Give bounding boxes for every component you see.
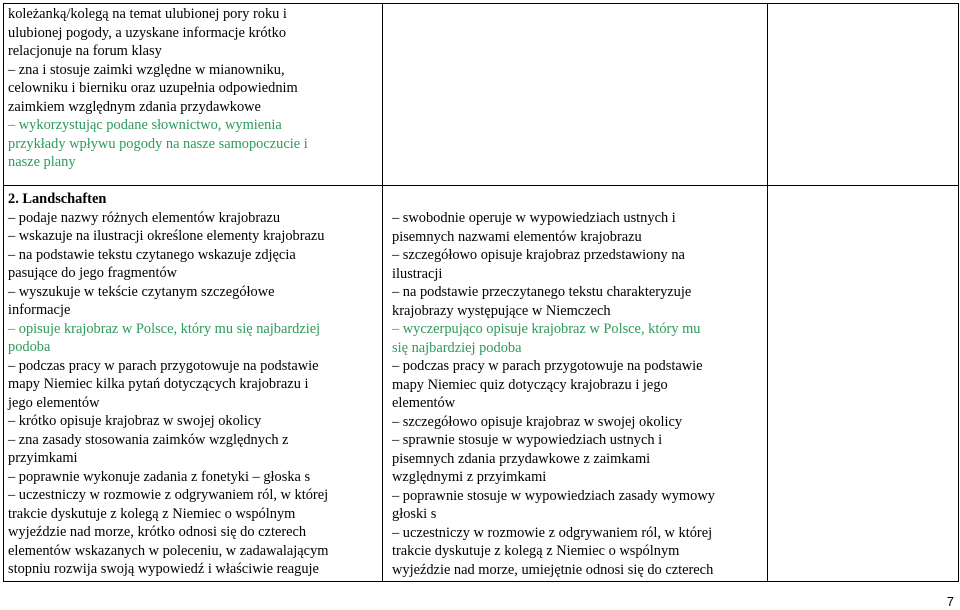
text-line: trakcie dyskutuje z kolegą z Niemiec o wspólnym — [8, 505, 296, 522]
text-line: ilustracji — [392, 265, 443, 282]
requirements-list-basic — [8, 209, 380, 579]
text-line: – na podstawie tekstu czytanego wskazuje zdjęcia — [8, 246, 296, 263]
text-line: – sprawnie stosuje w wypowiedziach ustnych i — [392, 432, 663, 448]
text-line: nasze plany — [8, 154, 76, 170]
page-number: 7 — [946, 594, 954, 609]
text-line: – szczegółowo opisuje krajobraz w swojej okolicy — [392, 413, 683, 430]
text-line: pasujące do jego fragmentów — [8, 265, 178, 281]
text-line: – podczas pracy w parach przygotowuje na podstawie — [392, 358, 703, 374]
text-line: – uczestniczy w rozmowie z odgrywaniem ról, w której — [8, 487, 329, 503]
bottom-row-column-2 — [392, 209, 765, 579]
text-line: stopniu rozwija swoją wypowiedź i właściwie reaguje — [8, 561, 319, 577]
text-line: elementów — [392, 395, 456, 411]
text-line: – wskazuje na ilustracji określone elementy krajobrazu — [8, 228, 325, 244]
text-line: wyjeździe nad morze, umiejętnie odnosi się do czterech — [392, 561, 714, 578]
table-border-top — [3, 3, 959, 4]
text-line: koleżanką/kolegą na temat ulubionej pory roku i — [8, 6, 287, 22]
text-line: mapy Niemiec kilka pytań dotyczących krajobrazu i — [8, 376, 309, 392]
text-line: krajobrazy występujące w Niemczech — [392, 302, 611, 319]
text-line: – podaje nazwy różnych elementów krajobrazu — [8, 209, 281, 226]
text-line: głoski s — [392, 506, 437, 522]
text-line: – szczegółowo opisuje krajobraz przedstawiony na — [392, 247, 685, 263]
text-line: – podczas pracy w parach przygotowuje na podstawie — [8, 357, 319, 374]
text-line: pisemnych nazwami elementów krajobrazu — [392, 228, 642, 245]
text-line: – wyczerpująco opisuje krajobraz w Polsce, który mu — [392, 321, 701, 337]
text-line: względnymi z przyimkami — [392, 469, 547, 485]
top-row-column-1 — [8, 5, 380, 172]
text-line: – na podstawie przeczytanego tekstu charakteryzuje — [392, 284, 692, 300]
table-border-right — [958, 3, 959, 581]
section-heading: 2. Landschaften — [8, 191, 107, 207]
text-line: informacje — [8, 302, 71, 318]
text-line: wyjeździe nad morze, krótko odnosi się do czterech — [8, 524, 307, 540]
text-line: – krótko opisuje krajobraz w swojej okolicy — [8, 413, 262, 429]
text-line: – poprawnie stosuje w wypowiedziach zasady wymowy — [392, 487, 715, 504]
text-line: – wyszukuje w tekście czytanym szczegółowe — [8, 283, 275, 300]
text-line: – zna zasady stosowania zaimków względnych z — [8, 431, 289, 448]
row-divider — [3, 185, 959, 186]
text-line: elementów wskazanych w poleceniu, w zadawalającym — [8, 542, 329, 559]
column-divider-2 — [767, 3, 768, 581]
text-line: podoba — [8, 339, 51, 355]
bottom-row-column-1 — [8, 190, 380, 579]
text-line: – zna i stosuje zaimki względne w mianowniku, — [8, 61, 285, 78]
text-line: – wykorzystując podane słownictwo, wymienia — [8, 117, 282, 133]
text-line: trakcie dyskutuje z kolegą z Niemiec o wspólnym — [392, 543, 680, 559]
text-line: – uczestniczy w rozmowie z odgrywaniem ról, w której — [392, 524, 713, 541]
text-line: celowniku i bierniku oraz uzupełnia odpowiednim — [8, 80, 298, 96]
text-line: przykłady wpływu pogody na nasze samopoczucie i — [8, 135, 308, 152]
column-divider-1 — [382, 3, 383, 581]
text-line: – opisuje krajobraz w Polsce, który mu się najbardziej — [8, 320, 321, 337]
text-line: – swobodnie operuje w wypowiedziach ustnych i — [392, 210, 676, 226]
text-line: przyimkami — [8, 450, 78, 466]
table-border-left — [3, 3, 4, 581]
text-line: pisemnych zdania przydawkowe z zaimkami — [392, 450, 651, 467]
table-border-bottom — [3, 581, 959, 582]
text-line: relacjonuje na forum klasy — [8, 43, 162, 59]
text-line: zaimkiem względnym zdania przydawkowe — [8, 98, 261, 115]
text-line: ulubionej pogody, a uzyskane informacje krótko — [8, 24, 287, 41]
text-line: – poprawnie wykonuje zadania z fonetyki – głoska s — [8, 468, 311, 485]
text-line: mapy Niemiec quiz dotyczący krajobrazu i jego — [392, 376, 668, 393]
text-line: jego elementów — [8, 394, 100, 411]
text-line: się najbardziej podoba — [392, 339, 522, 356]
